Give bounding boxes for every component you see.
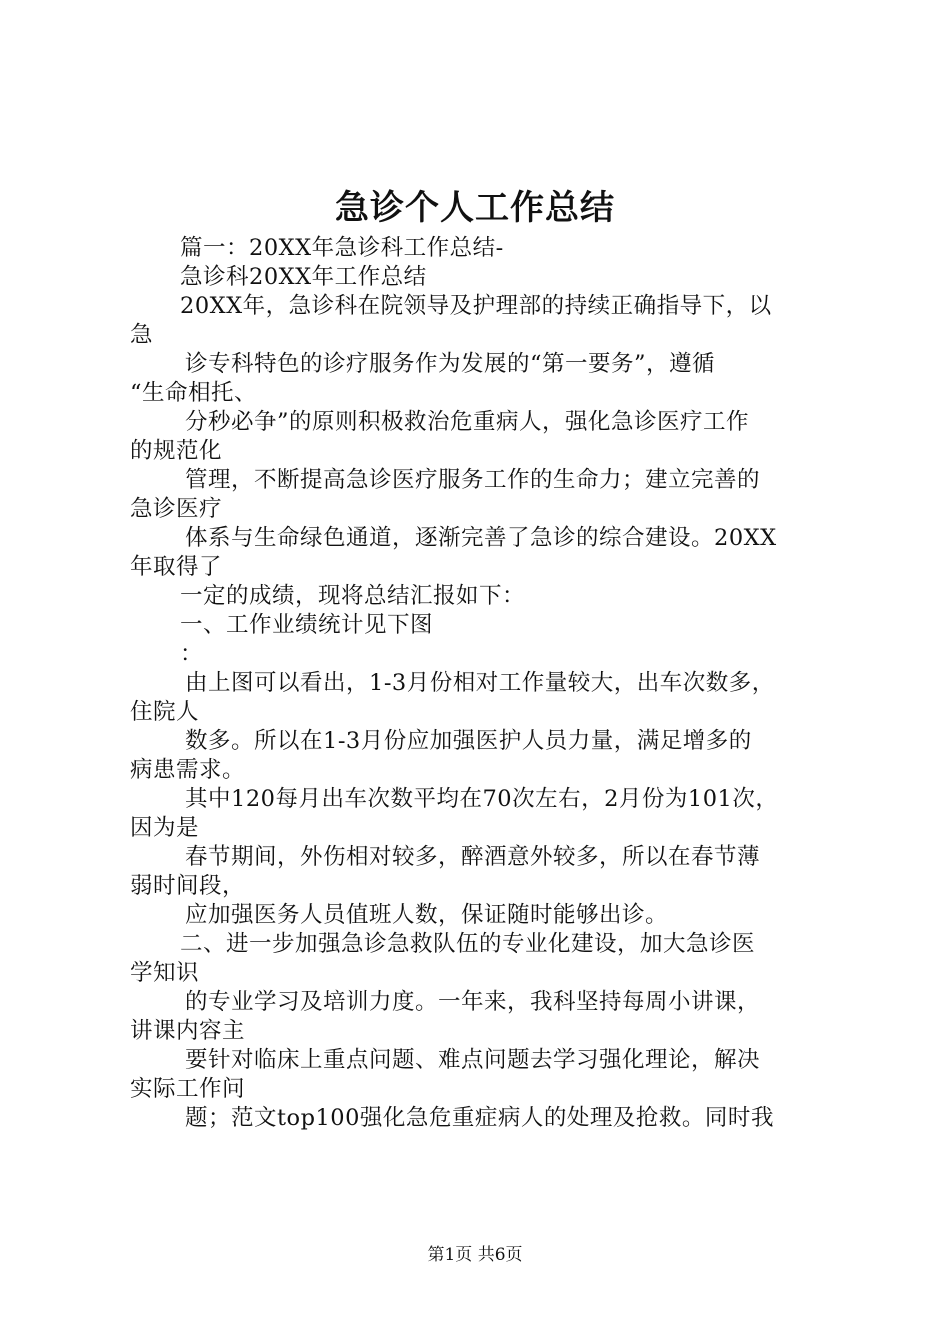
- body-line: 急: [130, 322, 154, 348]
- body-line: 数多。所以在1-3月份应加强医护人员力量，满足增多的: [185, 728, 752, 754]
- body-line: 春节期间，外伤相对较多，醉酒意外较多，所以在春节薄: [185, 844, 761, 870]
- body-line: 急诊科20XX年工作总结: [180, 264, 427, 290]
- body-line: 一、工作业绩统计见下图: [180, 612, 434, 638]
- body-line: 一定的成绩，现将总结汇报如下：: [180, 583, 526, 609]
- body-line: 急诊医疗: [130, 496, 223, 522]
- body-line: 20XX年，急诊科在院领导及护理部的持续正确指导下，以: [180, 293, 772, 319]
- body-line: 的专业学习及培训力度。一年来，我科坚持每周小讲课，: [185, 989, 761, 1015]
- body-line: 的规范化: [130, 438, 223, 464]
- body-line: 实际工作问: [130, 1076, 246, 1102]
- body-line: 分秒必争”的原则积极救治危重病人，强化急诊医疗工作: [185, 409, 750, 435]
- body-line: 病患需求。: [130, 757, 246, 783]
- body-line: “生命相托、: [130, 380, 258, 406]
- body-line: 诊专科特色的诊疗服务作为发展的“第一要务”，遵循: [185, 351, 716, 377]
- body-line: 其中120每月出车次数平均在70次左右，2月份为101次，: [185, 786, 779, 812]
- body-line: 讲课内容主: [130, 1018, 246, 1044]
- body-line: 二、进一步加强急诊急救队伍的专业化建设，加大急诊医: [180, 931, 756, 957]
- page-number-footer: 第1页 共6页: [427, 1245, 523, 1265]
- body-line: 要针对临床上重点问题、难点问题去学习强化理论，解决: [185, 1047, 761, 1073]
- document-title: 急诊个人工作总结: [335, 188, 615, 228]
- body-line: 应加强医务人员值班人数，保证随时能够出诊。: [185, 902, 669, 928]
- body-line: 年取得了: [130, 554, 223, 580]
- document-body: [130, 234, 850, 1133]
- body-line: 体系与生命绿色通道，逐渐完善了急诊的综合建设。20XX: [185, 525, 777, 551]
- body-line: 题；范文top100强化急危重症病人的处理及抢救。同时我: [185, 1105, 774, 1131]
- body-line: 住院人: [130, 699, 200, 725]
- body-line: 学知识: [130, 960, 200, 986]
- body-line: 篇一：20XX年急诊科工作总结-: [180, 235, 504, 261]
- body-line: 管理，不断提高急诊医疗服务工作的生命力；建立完善的: [185, 467, 761, 493]
- body-line: 因为是: [130, 815, 200, 841]
- body-line: ：: [180, 641, 204, 667]
- body-line: 弱时间段，: [130, 873, 246, 899]
- body-line: 由上图可以看出，1-3月份相对工作量较大，出车次数多，: [185, 670, 775, 696]
